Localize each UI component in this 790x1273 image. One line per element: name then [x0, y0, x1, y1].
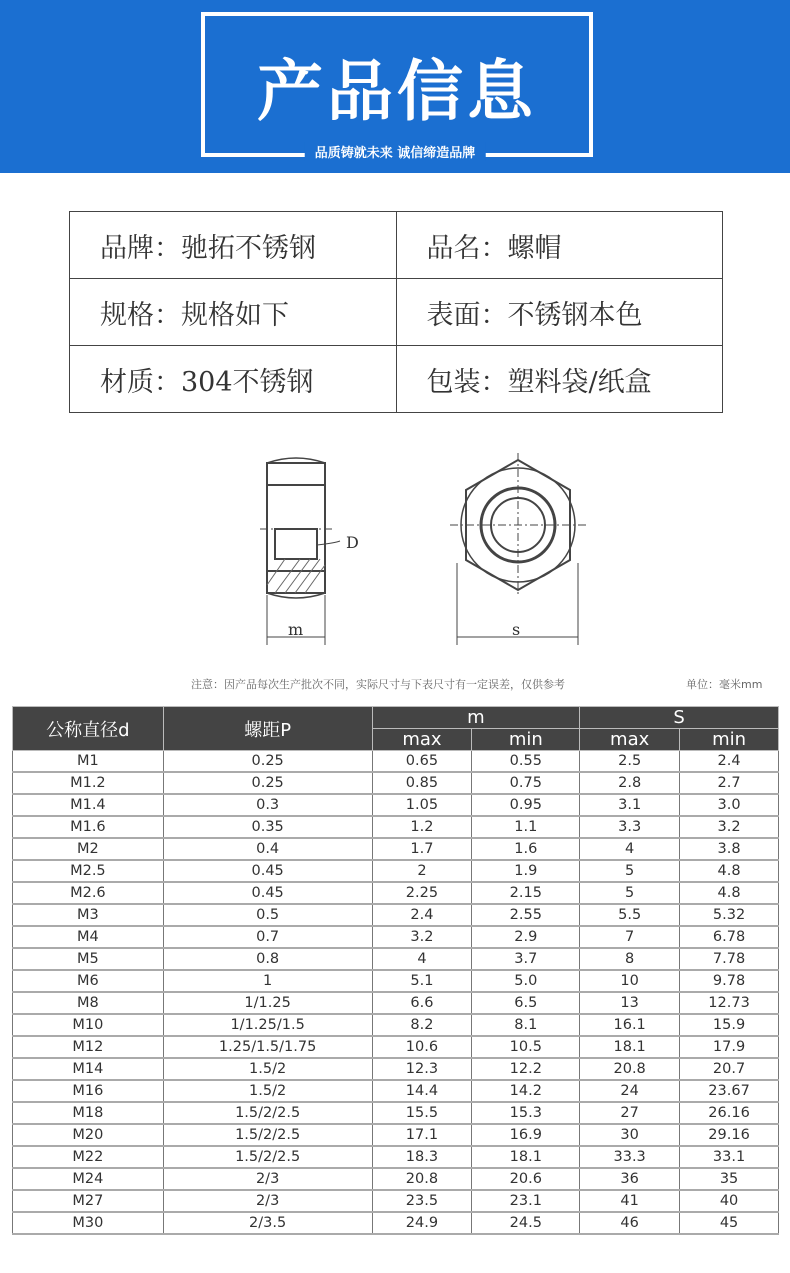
cell-m-min: 0.55 — [472, 751, 580, 773]
cell-s-min: 15.9 — [680, 1014, 779, 1036]
header-m-max: max — [372, 729, 472, 751]
header-s-min: min — [680, 729, 779, 751]
cell-diameter: M24 — [13, 1168, 164, 1190]
page-title: 产品信息 — [257, 53, 537, 130]
cell-s-min: 3.0 — [680, 794, 779, 816]
spec-body — [13, 751, 779, 1235]
cell-m-min: 1.1 — [472, 816, 580, 838]
cell-s-min: 7.78 — [680, 948, 779, 970]
cell-diameter: M12 — [13, 1036, 164, 1058]
cell-m-min: 2.55 — [472, 904, 580, 926]
table-row — [13, 1146, 779, 1168]
cell-diameter: M1.6 — [13, 816, 164, 838]
hatch — [267, 559, 325, 593]
cell-s-min: 35 — [680, 1168, 779, 1190]
cell-diameter: M2.5 — [13, 860, 164, 882]
cell-s-min: 9.78 — [680, 970, 779, 992]
cell-pitch: 0.25 — [163, 772, 372, 794]
cell-diameter: M10 — [13, 1014, 164, 1036]
header-m: m — [372, 707, 580, 729]
cell-diameter: M2.6 — [13, 882, 164, 904]
cell-s-max: 5 — [580, 882, 680, 904]
cell-m-max: 8.2 — [372, 1014, 472, 1036]
cell-s-min: 17.9 — [680, 1036, 779, 1058]
unit-text: 单位：毫米mm — [686, 678, 763, 691]
cell-m-min: 16.9 — [472, 1124, 580, 1146]
cell-s-min: 2.4 — [680, 751, 779, 773]
table-row — [13, 1036, 779, 1058]
cell-m-max: 2.4 — [372, 904, 472, 926]
header-s: S — [580, 707, 779, 729]
cell-diameter: M20 — [13, 1124, 164, 1146]
product-info-table — [69, 211, 723, 413]
cell-m-max: 0.65 — [372, 751, 472, 773]
cell-diameter: M16 — [13, 1080, 164, 1102]
cell-m-min: 0.75 — [472, 772, 580, 794]
cell-m-min: 10.5 — [472, 1036, 580, 1058]
cell-diameter: M1 — [13, 751, 164, 773]
info-row — [70, 279, 723, 346]
cell-s-min: 29.16 — [680, 1124, 779, 1146]
table-row — [13, 1080, 779, 1102]
cell-m-min: 24.5 — [472, 1212, 580, 1234]
cell-m-max: 1.05 — [372, 794, 472, 816]
header-m-min: min — [472, 729, 580, 751]
cell-s-max: 13 — [580, 992, 680, 1014]
cell-pitch: 1/1.25/1.5 — [163, 1014, 372, 1036]
cell-diameter: M1.2 — [13, 772, 164, 794]
side-view — [260, 458, 340, 645]
info-name: 品名：螺帽 — [396, 212, 723, 279]
spec-table — [12, 706, 779, 1235]
cell-diameter: M22 — [13, 1146, 164, 1168]
cell-m-max: 6.6 — [372, 992, 472, 1014]
cell-s-max: 24 — [580, 1080, 680, 1102]
cell-diameter: M1.4 — [13, 794, 164, 816]
table-row — [13, 794, 779, 816]
cell-pitch: 1.5/2 — [163, 1058, 372, 1080]
cell-s-min: 3.2 — [680, 816, 779, 838]
cell-pitch: 0.4 — [163, 838, 372, 860]
cell-diameter: M4 — [13, 926, 164, 948]
cell-pitch: 0.25 — [163, 751, 372, 773]
cell-diameter: M6 — [13, 970, 164, 992]
cell-m-min: 2.15 — [472, 882, 580, 904]
label-s: s — [512, 620, 521, 639]
cell-m-min: 2.9 — [472, 926, 580, 948]
cell-s-min: 33.1 — [680, 1146, 779, 1168]
cell-s-min: 23.67 — [680, 1080, 779, 1102]
cell-pitch: 0.7 — [163, 926, 372, 948]
table-row — [13, 772, 779, 794]
cell-pitch: 0.35 — [163, 816, 372, 838]
cell-s-max: 4 — [580, 838, 680, 860]
cell-s-max: 5.5 — [580, 904, 680, 926]
cell-m-min: 5.0 — [472, 970, 580, 992]
table-row — [13, 1102, 779, 1124]
cell-m-max: 17.1 — [372, 1124, 472, 1146]
cell-m-max: 23.5 — [372, 1190, 472, 1212]
cell-s-max: 8 — [580, 948, 680, 970]
cell-s-max: 30 — [580, 1124, 680, 1146]
cell-m-max: 15.5 — [372, 1102, 472, 1124]
table-row — [13, 751, 779, 773]
table-row — [13, 1168, 779, 1190]
table-row — [13, 926, 779, 948]
label-d: D — [346, 533, 359, 552]
table-row — [13, 816, 779, 838]
table-row — [13, 1014, 779, 1036]
cell-pitch: 2/3 — [163, 1190, 372, 1212]
cell-diameter: M2 — [13, 838, 164, 860]
cell-s-max: 3.1 — [580, 794, 680, 816]
cell-m-min: 1.6 — [472, 838, 580, 860]
cell-m-min: 23.1 — [472, 1190, 580, 1212]
cell-s-max: 7 — [580, 926, 680, 948]
cell-diameter: M3 — [13, 904, 164, 926]
info-brand: 品牌：驰拓不锈钢 — [70, 212, 397, 279]
cell-s-min: 3.8 — [680, 838, 779, 860]
cell-m-max: 2.25 — [372, 882, 472, 904]
cell-s-min: 45 — [680, 1212, 779, 1234]
cell-pitch: 0.45 — [163, 860, 372, 882]
cell-pitch: 0.45 — [163, 882, 372, 904]
cell-s-min: 26.16 — [680, 1102, 779, 1124]
cell-s-max: 2.5 — [580, 751, 680, 773]
cell-s-max: 2.8 — [580, 772, 680, 794]
cell-diameter: M27 — [13, 1190, 164, 1212]
cell-pitch: 1.5/2 — [163, 1080, 372, 1102]
cell-s-min: 4.8 — [680, 882, 779, 904]
cell-m-max: 10.6 — [372, 1036, 472, 1058]
cell-m-max: 0.85 — [372, 772, 472, 794]
cell-s-min: 2.7 — [680, 772, 779, 794]
info-packaging: 包装：塑料袋/纸盒 — [396, 346, 723, 413]
cell-s-min: 4.8 — [680, 860, 779, 882]
table-row — [13, 860, 779, 882]
cell-diameter: M14 — [13, 1058, 164, 1080]
info-material: 材质：304不锈钢 — [70, 346, 397, 413]
cell-m-min: 12.2 — [472, 1058, 580, 1080]
cell-s-min: 40 — [680, 1190, 779, 1212]
cell-m-max: 5.1 — [372, 970, 472, 992]
cell-s-max: 3.3 — [580, 816, 680, 838]
cell-pitch: 1.25/1.5/1.75 — [163, 1036, 372, 1058]
cell-s-max: 20.8 — [580, 1058, 680, 1080]
info-row — [70, 212, 723, 279]
label-m: m — [288, 620, 304, 639]
top-view — [450, 453, 586, 645]
slogan: 品质铸就未来 诚信缔造品牌 — [305, 142, 486, 161]
cell-pitch: 0.8 — [163, 948, 372, 970]
note — [191, 676, 763, 692]
cell-s-max: 41 — [580, 1190, 680, 1212]
cell-s-max: 5 — [580, 860, 680, 882]
table-row — [13, 970, 779, 992]
nut-diagram — [240, 445, 600, 650]
cell-s-max: 33.3 — [580, 1146, 680, 1168]
cell-s-min: 5.32 — [680, 904, 779, 926]
cell-s-max: 10 — [580, 970, 680, 992]
header-pitch: 螺距P — [163, 707, 372, 751]
cell-m-min: 3.7 — [472, 948, 580, 970]
cell-pitch: 2/3.5 — [163, 1212, 372, 1234]
cell-m-min: 1.9 — [472, 860, 580, 882]
cell-pitch: 1 — [163, 970, 372, 992]
note-text: 注意：因产品每次生产批次不同，实际尺寸与下表尺寸有一定误差，仅供参考 — [191, 678, 565, 691]
cell-pitch: 1/1.25 — [163, 992, 372, 1014]
info-surface: 表面：不锈钢本色 — [396, 279, 723, 346]
table-row — [13, 1190, 779, 1212]
cell-m-min: 6.5 — [472, 992, 580, 1014]
cell-s-max: 46 — [580, 1212, 680, 1234]
cell-m-max: 4 — [372, 948, 472, 970]
cell-diameter: M30 — [13, 1212, 164, 1234]
cell-m-max: 12.3 — [372, 1058, 472, 1080]
cell-s-min: 12.73 — [680, 992, 779, 1014]
header-diameter: 公称直径d — [13, 707, 164, 751]
cell-m-min: 18.1 — [472, 1146, 580, 1168]
table-row — [13, 1212, 779, 1234]
cell-m-max: 18.3 — [372, 1146, 472, 1168]
cell-m-max: 1.2 — [372, 816, 472, 838]
table-row — [13, 1124, 779, 1146]
cell-s-max: 36 — [580, 1168, 680, 1190]
cell-diameter: M5 — [13, 948, 164, 970]
cell-s-min: 6.78 — [680, 926, 779, 948]
cell-m-max: 24.9 — [372, 1212, 472, 1234]
cell-pitch: 2/3 — [163, 1168, 372, 1190]
cell-s-max: 16.1 — [580, 1014, 680, 1036]
title-frame — [201, 12, 593, 157]
table-row — [13, 948, 779, 970]
cell-m-min: 8.1 — [472, 1014, 580, 1036]
cell-m-max: 14.4 — [372, 1080, 472, 1102]
cell-m-min: 0.95 — [472, 794, 580, 816]
cell-m-min: 20.6 — [472, 1168, 580, 1190]
cell-m-max: 1.7 — [372, 838, 472, 860]
cell-pitch: 0.3 — [163, 794, 372, 816]
table-row — [13, 1058, 779, 1080]
table-row — [13, 838, 779, 860]
cell-diameter: M18 — [13, 1102, 164, 1124]
cell-pitch: 1.5/2/2.5 — [163, 1124, 372, 1146]
cell-m-max: 2 — [372, 860, 472, 882]
info-spec: 规格：规格如下 — [70, 279, 397, 346]
cell-pitch: 0.5 — [163, 904, 372, 926]
header-banner — [0, 0, 790, 173]
cell-s-max: 27 — [580, 1102, 680, 1124]
cell-pitch: 1.5/2/2.5 — [163, 1146, 372, 1168]
cell-s-min: 20.7 — [680, 1058, 779, 1080]
table-row — [13, 904, 779, 926]
cell-pitch: 1.5/2/2.5 — [163, 1102, 372, 1124]
cell-diameter: M8 — [13, 992, 164, 1014]
table-row — [13, 882, 779, 904]
table-row — [13, 992, 779, 1014]
header-s-max: max — [580, 729, 680, 751]
cell-m-max: 20.8 — [372, 1168, 472, 1190]
cell-s-max: 18.1 — [580, 1036, 680, 1058]
info-row — [70, 346, 723, 413]
cell-m-min: 14.2 — [472, 1080, 580, 1102]
cell-m-min: 15.3 — [472, 1102, 580, 1124]
cell-m-max: 3.2 — [372, 926, 472, 948]
